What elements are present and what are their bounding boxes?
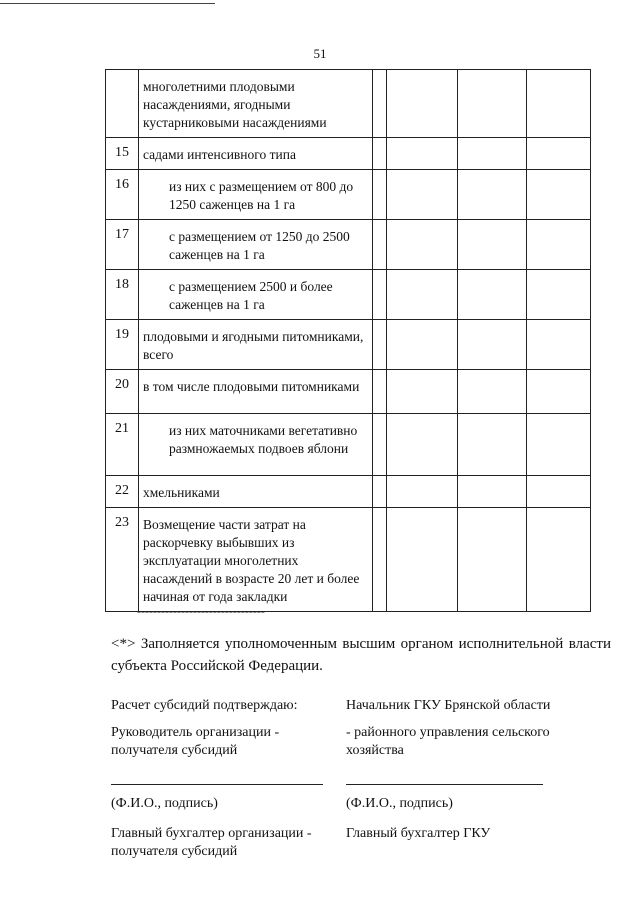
empty-value-cell — [458, 476, 527, 508]
table-row — [106, 220, 591, 270]
row-description: с размещением от 1250 до 2500 саженцев на 1 га — [169, 229, 350, 262]
head-of-gku-label: Начальник ГКУ Брянской области — [346, 698, 551, 713]
empty-value-cell — [373, 270, 387, 320]
row-number: 21 — [106, 414, 139, 476]
row-number: 18 — [106, 270, 139, 320]
row-number: 22 — [106, 476, 139, 508]
row-description: садами интенсивного типа — [143, 147, 296, 162]
row-description: из них с размещением от 800 до 1250 саженцев на 1 га — [169, 179, 354, 212]
empty-value-cell — [373, 138, 387, 170]
empty-value-cell — [387, 320, 458, 370]
row-description: в том числе плодовыми питомниками — [143, 379, 360, 394]
row-number: 20 — [106, 370, 139, 414]
row-description: хмельниками — [143, 485, 220, 500]
empty-value-cell — [387, 70, 458, 138]
empty-value-cell — [458, 370, 527, 414]
chief-accountant-right: Главный бухгалтер ГКУ — [346, 826, 491, 841]
empty-value-cell — [387, 508, 458, 612]
empty-value-cell — [458, 138, 527, 170]
empty-value-cell — [373, 170, 387, 220]
row-description: с размещением 2500 и более саженцев на 1 га — [169, 279, 333, 312]
row-description-cell — [139, 370, 373, 414]
empty-value-cell — [527, 138, 591, 170]
footnote-separator: -------------------------------- — [137, 604, 265, 618]
row-description-cell — [139, 320, 373, 370]
row-description: из них маточниками вегетативно размножаемых подвоев яблони — [169, 423, 358, 456]
empty-value-cell — [458, 220, 527, 270]
row-number: 16 — [106, 170, 139, 220]
empty-value-cell — [387, 220, 458, 270]
row-number — [106, 70, 139, 138]
row-number: 19 — [106, 320, 139, 370]
empty-value-cell — [373, 508, 387, 612]
head-of-organization-label: Руководитель организации - получателя субсидий — [111, 725, 280, 758]
empty-value-cell — [527, 320, 591, 370]
row-description: Возмещение части затрат на раскорчевку выбывших из эксплуатации многолетних насаждений в возрасте 20 лет и более начиная от года закладки — [143, 517, 360, 604]
row-number: 23 — [106, 508, 139, 612]
confirm-label: Расчет субсидий подтверждаю: — [111, 698, 298, 713]
table-row — [106, 270, 591, 320]
empty-value-cell — [458, 270, 527, 320]
empty-value-cell — [387, 138, 458, 170]
empty-value-cell — [527, 70, 591, 138]
fio-signature-right: (Ф.И.О., подпись) — [346, 796, 453, 811]
empty-value-cell — [458, 414, 527, 476]
row-description-cell — [139, 270, 373, 320]
table-row — [106, 170, 591, 220]
signature-line-left — [111, 784, 323, 785]
empty-value-cell — [527, 220, 591, 270]
empty-value-cell — [458, 70, 527, 138]
empty-value-cell — [373, 414, 387, 476]
district-department-label: - районного управления сельского хозяйства — [346, 725, 550, 758]
footnote-text: <*> Заполняется уполномоченным высшим органом исполнительной власти субъекта Российской Федерации. — [111, 636, 611, 674]
empty-value-cell — [373, 320, 387, 370]
subsidy-table-body — [106, 70, 591, 612]
row-number: 15 — [106, 138, 139, 170]
row-description-cell — [139, 220, 373, 270]
table-row — [106, 476, 591, 508]
table-row — [106, 370, 591, 414]
empty-value-cell — [387, 414, 458, 476]
table-row — [106, 414, 591, 476]
empty-value-cell — [373, 220, 387, 270]
row-description: многолетними плодовыми насаждениями, ягодными кустарниковыми насаждениями — [143, 79, 327, 130]
empty-value-cell — [458, 170, 527, 220]
table-row — [106, 508, 591, 612]
empty-value-cell — [527, 370, 591, 414]
page-number: 51 — [313, 46, 327, 61]
table-row — [106, 138, 591, 170]
row-description-cell — [139, 138, 373, 170]
empty-value-cell — [387, 170, 458, 220]
empty-value-cell — [527, 270, 591, 320]
row-number: 17 — [106, 220, 139, 270]
empty-value-cell — [527, 414, 591, 476]
empty-value-cell — [527, 170, 591, 220]
row-description-cell — [139, 170, 373, 220]
empty-value-cell — [458, 508, 527, 612]
fio-signature-left: (Ф.И.О., подпись) — [111, 796, 218, 811]
table-row — [106, 320, 591, 370]
chief-accountant-left: Главный бухгалтер организации - получателя субсидий — [111, 826, 312, 859]
empty-value-cell — [387, 370, 458, 414]
table-row — [106, 70, 591, 138]
subsidy-table — [105, 69, 591, 612]
signature-line-right — [346, 784, 543, 785]
empty-value-cell — [373, 70, 387, 138]
row-description-cell — [139, 414, 373, 476]
empty-value-cell — [527, 476, 591, 508]
empty-value-cell — [458, 320, 527, 370]
empty-value-cell — [373, 476, 387, 508]
row-description-cell — [139, 70, 373, 138]
empty-value-cell — [387, 270, 458, 320]
empty-value-cell — [387, 476, 458, 508]
row-description: плодовыми и ягодными питомниками, всего — [143, 329, 364, 362]
row-description-cell — [139, 476, 373, 508]
empty-value-cell — [373, 370, 387, 414]
row-description-cell — [139, 508, 373, 612]
empty-value-cell — [527, 508, 591, 612]
header-rule — [0, 3, 215, 4]
